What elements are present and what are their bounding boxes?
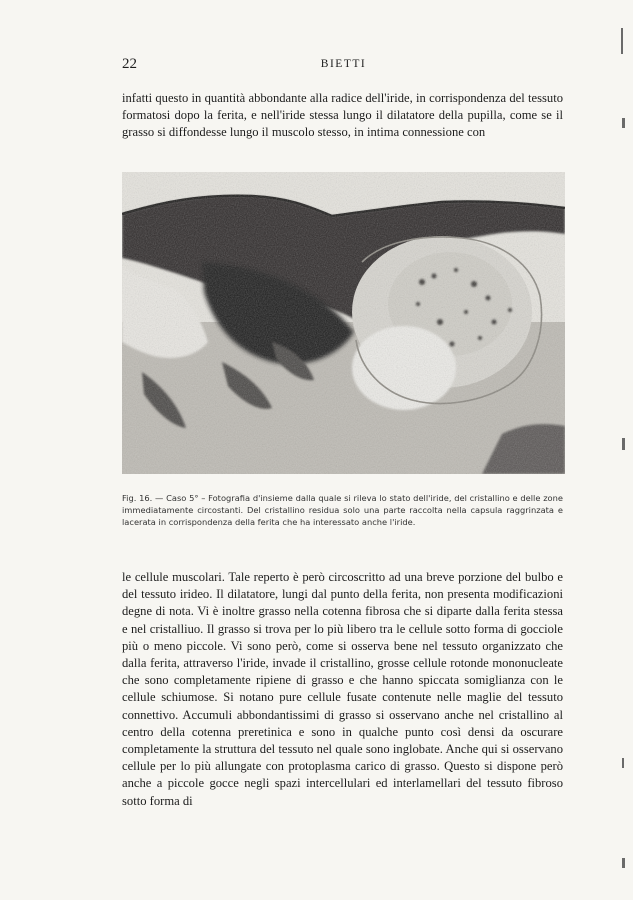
scan-edge-mark — [622, 438, 625, 450]
scan-edge-mark — [622, 858, 625, 868]
running-head: BIETTI — [320, 58, 367, 70]
scan-edge-mark — [621, 28, 623, 54]
bottom-paragraph — [122, 569, 563, 810]
figure-caption: Fig. 16. — Caso 5° – Fotografia d'insieme dalla quale si rileva lo stato dell'iride, del cristallino e delle zone immediatamente circostanti. Del cristallino residua solo una parte raccolta nella capsula raggrinzata e lacerata in corrispondenza della ferita che ha interessato anche l'iride. — [122, 493, 563, 527]
page-header — [122, 56, 565, 76]
top-paragraph — [122, 90, 563, 142]
figure-16-micrograph — [122, 172, 565, 474]
bottom-paragraph-text: le cellule muscolari. Tale reperto è però circoscritto ad una breve porzione del bulbo e del tessuto irideo. Il dilatatore, lungi dal punto della ferita, non presenta modificazioni degne di nota. Vi è inoltre grasso nella cotenna fibrosa che si diparte dalla ferita stessa e nel cristalliuo. Il grasso si trova per lo più libero tra le cellule sotto forma di gocciole più o meno piccole. Vi sono però, come si osserva bene nel tessuto organizzato che dalla ferita, attraverso l'iride, invade il cristallino, grosse cellule rotonde mononucleate che sono completamente ripiene di grasso e che hanno spiccata somiglianza con le cellule schiumose. Si notano pure cellule fusate contenute nelle maglie del tessuto connettivo. Accumuli abbondantissimi di grasso si osservano anche nel cristallino al centro della cotenna preretinica e sono in qualche punto così densi da oscurare completamente la struttura del tessuto nel quale sono inglobate. Anche qui si osservano cellule per lo più allungate con protoplasma carico di grasso. Questo si dispone però anche a piccole gocce negli spazi intercellulari ed interlamellari del tessuto fibroso sotto forma di — [122, 570, 563, 808]
scan-edge-mark — [622, 118, 625, 128]
page-number: 22 — [122, 56, 137, 72]
micrograph-image — [122, 172, 565, 474]
top-paragraph-text: infatti questo in quantità abbondante alla radice dell'iride, in corrispondenza del tessuto formatosi dopo la ferita, e nell'iride stessa lungo il dilatatore della pupilla, come se il grasso si diffondesse lungo il muscolo stesso, in intima connessione con — [122, 91, 563, 140]
scan-edge-mark — [622, 758, 624, 768]
